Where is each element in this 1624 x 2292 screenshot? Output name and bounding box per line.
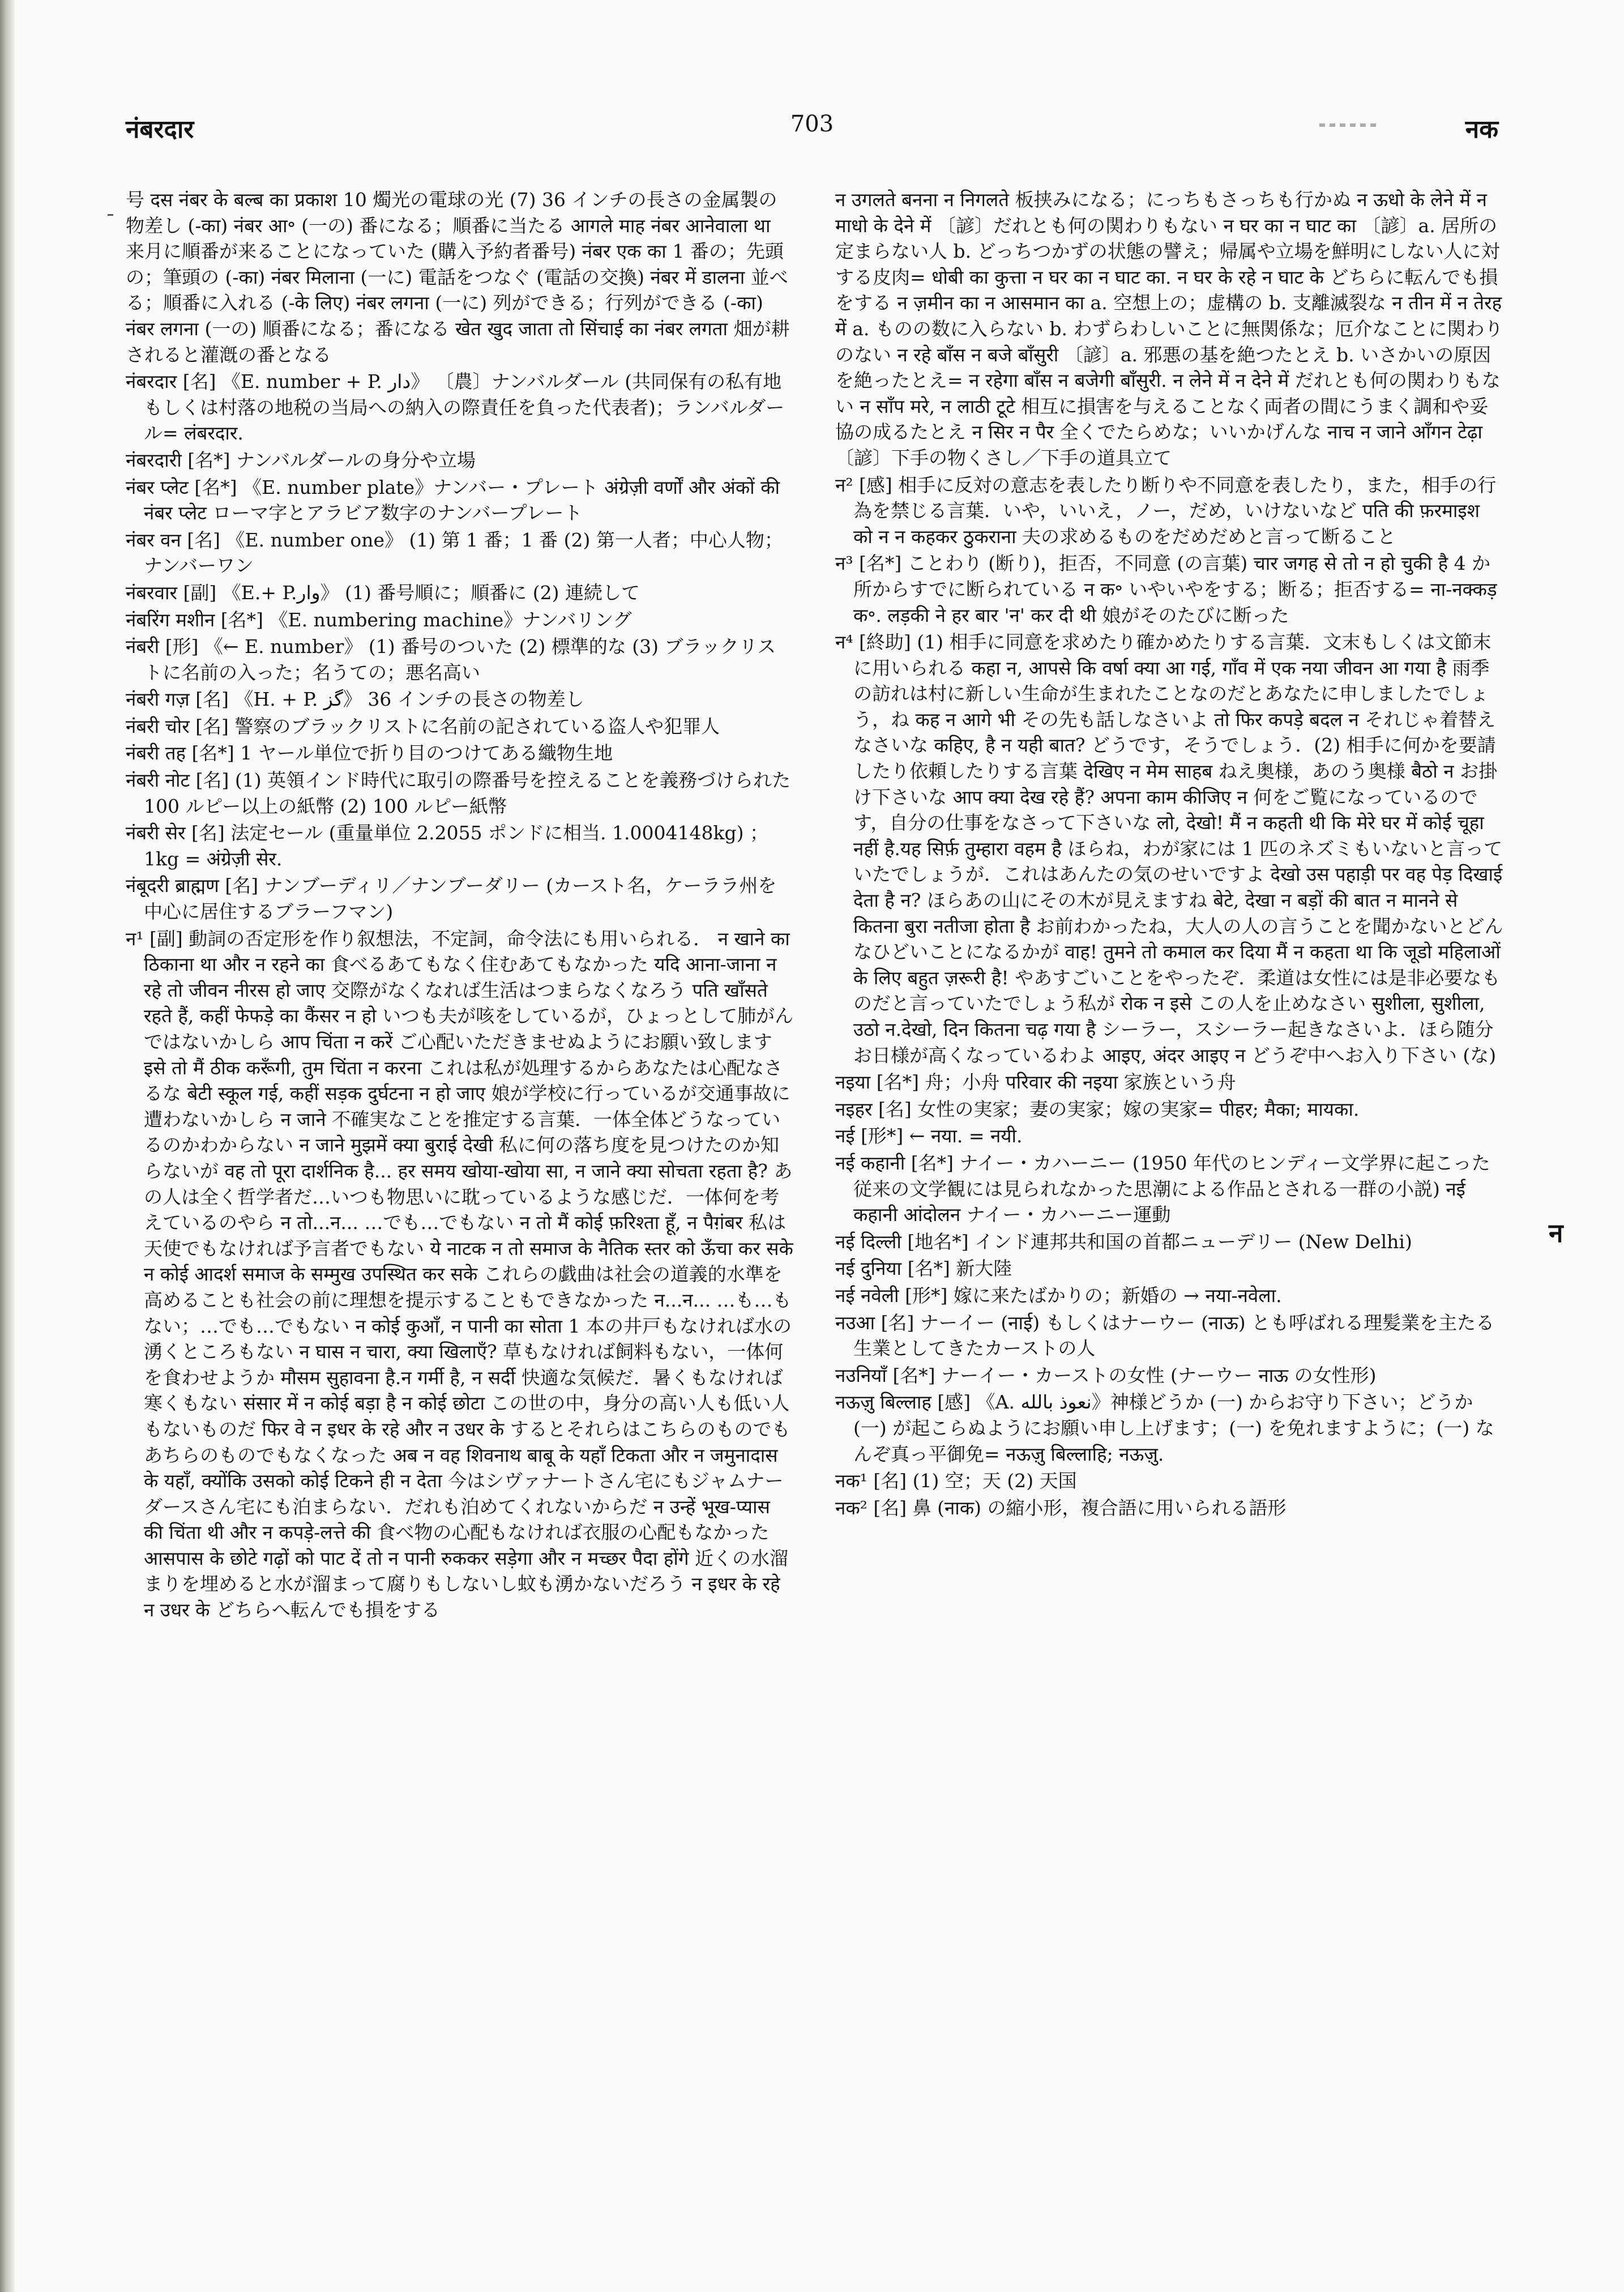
dictionary-entry: नई दिल्ली [地名*] インド連邦共和国の首都ニューデリー (New Delhi) xyxy=(835,1230,1412,1253)
dictionary-entry: नंबरदार [名] 《E. number + P. دار》 〔農〕ナンバルダール (共同保有の私有地もしくは村落の地税の当局への納入の際責任を負った代表者)；ランバルダール= लंबरदार. xyxy=(126,370,785,445)
left-running-headword: नंबरदार xyxy=(126,115,194,144)
dictionary-entry: नक¹ [名] (1) 空；天 (2) 天国 xyxy=(835,1470,1077,1492)
print-smudge xyxy=(1319,123,1376,127)
dictionary-entry: नंबर प्लेट [名*] 《E. number plate》ナンバー・プレート अंग्रेज़ी वर्णों और अंकों की नंबर प्लेट ローマ字とアラビア数字のナンバープレート xyxy=(126,476,780,524)
dictionary-entry: 号 दस नंबर के बल्ब का प्रकाश 10 燭光の電球の光 (7) 36 インチの長さの金属製の物差し (-का) नंबर आ॰ (一の) 番になる；順番に当たる आगले माह नंबर आनेवाला था 来月に順番が来ることになっていた (購入予約者番号) नंबर एक का 1 番の；先頭の；筆頭の (-का) नंबर मिलाना (一に) 電話をつなぐ (電話の交換) नंबर में डालना 並べる；順番に入れる (-के लिए) नंबर लगना (一に) 列ができる；行列ができる (-का) नंबर लगना (一の) 順番になる；番になる खेत खुद जाता तो सिंचाई का नंबर लगता 畑が耕されると灌漑の番となる xyxy=(126,189,790,366)
dictionary-entry: नंबर वन [名] 《E. number one》 (1) 第 1 番；1 番 (2) 第一人者；中心人物；ナンバーワン xyxy=(126,528,783,577)
dictionary-entry: नऊज़ु बिल्लाह [感] 《A. نعوذ بالله》神様どうか (一) からお守り下さい；どうか (一) が起こらぬようにお願い申し上げます；(一) を免れますように；(一) なんぞ真っ平御免= नऊज़ु बिल्लाहि; नऊज़ु. xyxy=(835,1391,1494,1465)
dictionary-entry: नंबरी [形] 《← E. number》 (1) 番号のついた (2) 標準的な (3) ブラックリストに名前の入った；名うての；悪名高い xyxy=(126,635,776,684)
dictionary-entry: नई दुनिया [名*] 新大陸 xyxy=(835,1257,1012,1280)
dictionary-entry: न⁴ [終助] (1) 相手に同意を求めたり確かめたりする言葉．文末もしくは文節末に用いられる कहा न, आपसे कि वर्षा क्या आ गई, गाँव में एक नया जीवन आ गया है 雨季の訪れは村に新しい生命が生まれたことなのだとあなたに申しましたでしょう，ね कह न आगे भी その先も話しなさいよ तो फिर कपड़े बदल न それじゃ着替えなさいな कहिए, है न यही बात? どうです，そうでしょう．(2) 相手に何かを要請したり依頼したりする言葉 देखिए न मेम साहब ねえ奥様，あのう奥様 बैठो न お掛け下さいな आप क्या देख रहे हैं? अपना काम कीजिए न 何をご覧になっているのです，自分の仕事をなさって下さいな लो, देखो! मैं न कहती थी कि मेरे घर में कोई चूहा नहीं है.यह सिर्फ़ तुम्हारा वहम है ほらね，わが家には 1 匹のネズミもいないと言っていたでしょうが．これはあんたの気のせいですよ देखो उस पहाड़ी पर वह पेड़ दिखाई देता है न? ほらあの山にその木が見えますね बेटे, देखा न बड़ों की बात न मानने से कितना बुरा नतीजा होता है お前わかったね，大人の人の言うことを聞かないとどんなひどいことになるかが वाह! तुमने तो कमाल कर दिया मैं न कहता था कि जूडो महिलाओं के लिए बहुत ज़रूरी है! やあすごいことをやったぞ．柔道は女性には是非必要なものだと言っていたでしょう私が रोक न इसे この人を止めなさい सुशीला, सुशीला, उठो न.देखो, दिन कितना चढ़ गया है シーラー，スシーラー起きなさいよ．ほら随分お日様が高くなっているわよ आइए, अंदर आइए न どうぞ中へお入り下さい (な) xyxy=(835,631,1503,1066)
dictionary-entry: नंबरी तह [名*] 1 ヤール単位で折り目のつけてある織物生地 xyxy=(126,742,613,765)
page-number: 703 xyxy=(790,111,834,137)
dictionary-entry: नंबूदरी ब्राह्मण [名] ナンブーディリ／ナンブーダリー (カースト名，ケーララ州を中心に居住するブラーフマン) xyxy=(126,874,777,923)
dictionary-entry: नई [形*] ← नया. = नयी. xyxy=(835,1125,1023,1147)
dictionary-entry: नंबरी सेर [名] 法定セール (重量単位 2.2055 ポンドに相当. 1.0004148kg) ；1kg = अंग्रेज़ी सेर. xyxy=(126,822,768,870)
dictionary-entry: नइया [名*] 舟；小舟 परिवार की नइया 家族という舟 xyxy=(835,1071,1236,1094)
dictionary-entry: नउआ [名] ナーイー (नाई) もしくはナーウー (नाऊ) とも呼ばれる理髪業を主たる生業としてきたカーストの人 xyxy=(835,1311,1495,1360)
dictionary-entry: नंबरिंग मशीन [名*] 《E. numbering machine》ナンバリング xyxy=(126,608,632,631)
dictionary-entry: न उगलते बनना न निगलते 板挟みになる；にっちもさっちも行かぬ न ऊधो के लेने में न माधो के देने में 〔諺〕だれとも何の関わりもない न घर का न घाट का 〔諺〕a. 居所の定まらない人 b. どっちつかずの状態の譬え；帰属や立場を鮮明にしない人に対する皮肉= धोबी का कुत्ता न घर का न घाट का. न घर के रहे न घाट के どちらに転んでも損をする न ज़मीन का न आसमान का a. 空想上の；虚構の b. 支離滅裂な न तीन में न तेरह में a. ものの数に入らない b. わずらわしいことに無関係な；厄介なことに関わりのない न रहे बाँस न बजे बाँसुरी 〔諺〕a. 邪悪の基を絶つたとえ b. いさかいの原因を絶ったとえ= न रहेगा बाँस न बजेगी बाँसुरी. न लेने में न देने में だれとも何の関わりもない न साँप मरे, न लाठी टूटे 相互に損害を与えることなく両者の間にうまく調和や妥協の成るたとえ न सिर न पैर 全くでたらめな；いいかげんな नाच न जाने आँगन टेढ़ा 〔諺〕下手の物くさし／下手の道具立て xyxy=(835,189,1503,469)
side-index-letter: न xyxy=(1549,1218,1563,1248)
dictionary-entry: नई नवेली [形*] 嫁に来たばかりの；新婚の → नया-नवेला. xyxy=(835,1284,1282,1307)
left-column xyxy=(126,187,794,1624)
dictionary-entry: नंबरी नोट [名] (1) 英領インド時代に取引の際番号を控えることを義務づけられた 100 ルピー以上の紙幣 (2) 100 ルピー紙幣 xyxy=(126,769,791,817)
dictionary-entry: न² [感] 相手に反対の意志を表したり断りや不同意を表したり，また，相手の行為を禁じる言葉．いや，いいえ，ノー，だめ，いけないなど पति की फ़रमाइश को न न कहकर ठुकराना 夫の求めるものをだめだめと言って断ること xyxy=(835,473,1497,548)
dictionary-entry: नंबरी गज़ [名] 《H. + P. گز》 36 インチの長さの物差し xyxy=(126,688,584,711)
book-spine-shadow xyxy=(0,0,15,2292)
dictionary-entry: नई कहानी [名*] ナイー・カハーニー (1950 年代のヒンディー文学界に起こった従来の文学観には見られなかった思潮による作品とされる一群の小説) नई कहानी आंदोलन ナイー・カハーニー運動 xyxy=(835,1151,1490,1226)
dictionary-entry: न³ [名*] ことわり (断り)，拒否，不同意 (の言葉) चार जगह से तो न हो चुकी है 4 か所からすでに断られている न क॰ いやいやをする；断る；拒否する= ना-नक्कड़ क॰. लड़की ने हर बार 'न' कर दी थी 娘がそのたびに断った xyxy=(835,552,1497,626)
dictionary-entry: नंबरी चोर [名] 警察のブラックリストに名前の記されている盗人や犯罪人 xyxy=(126,715,720,737)
dictionary-entry: नक² [名] 鼻 (नाक) の縮小形，複合語に用いられる語形 xyxy=(835,1496,1287,1519)
dictionary-entry: नउनियाँ [名*] ナーイー・カーストの女性 (ナーウー नाऊ の女性形) xyxy=(835,1364,1377,1386)
margin-tick xyxy=(108,214,113,216)
right-column xyxy=(835,187,1503,1522)
dictionary-entry: न¹ [副] 動詞の否定形を作り叙想法，不定詞，命令法にも用いられる． न खाने का ठिकाना था और न रहने का 食べるあてもなく住むあてもなかった यदि आना-जाना न रहे तो जीवन नीरस हो जाए 交際がなくなれば生活はつまらなくなろう पति खाँसते रहते हैं, कहीं फेफड़े का कैंसर न हो いつも夫が咳をしているが，ひょっとして肺がんではないかしら आप चिंता न करें ご心配いただきませぬようにお願い致します इसे तो मैं ठीक करूँगी, तुम चिंता न करना これは私が処理するからあなたは心配なさるな बेटी स्कूल गई, कहीं सड़क दुर्घटना न हो जाए 娘が学校に行っているが交通事故に遭わないかしら न जाने 不確実なことを推定する言葉．一体全体どうなっているのかわからない न जाने मुझमें क्या बुराई देखी 私に何の落ち度を見つけたのか知らないが वह तो पूरा दार्शनिक है... हर समय खोया-खोया सा, न जाने क्या सोचता रहता है? あの人は全く哲学者だ…いつも物思いに耽っているような感じだ．一体何を考えているのやら न तो...न... …でも…でもない न तो मैं कोई फ़रिश्ता हूँ, न पैग़ंबर 私は天使でもなければ予言者でもない ये नाटक न तो समाज के नैतिक स्तर को ऊँचा कर सके न कोई आदर्श समाज के सम्मुख उपस्थित कर सके これらの戯曲は社会の道義的水準を高めることも社会の前に理想を提示することもできなかった न...न... …も…もない；…でも…でもない न कोई कुआँ, न पानी का सोता 1 本の井戸もなければ水の湧くところもない न घास न चारा, क्या खिलाएँ? 草もなければ飼料もない，一体何を食わせようか मौसम सुहावना है.न गर्मी है, न सर्दी 快適な気候だ．暑くもなければ寒くもない संसार में न कोई बड़ा है न कोई छोटा この世の中，身分の高い人も低い人もないものだ फिर वे न इधर के रहे और न उधर के するとそれらはこちらのものでもあちらのものでもなくなった अब न वह शिवनाथ बाबू के यहाँ टिकता और न जमुनादास के यहाँ, क्योंकि उसको कोई टिकने ही न देता 今はシヴァナートさん宅にもジャムナーダースさん宅にも泊まらない．だれも泊めてくれないからだ न उन्हें भूख-प्यास की चिंता थी और न कपड़े-लत्ते की 食べ物の心配もなければ衣服の心配もなかった आसपास के छोटे गढ़ों को पाट दें तो न पानी रुककर सड़ेगा और न मच्छर पैदा होंगे 近くの水溜まりを埋めると水が溜まって腐りもしないし蚊も湧かないだろう न इधर के रहे न उधर के どちらへ転んでも損をする xyxy=(126,927,794,1621)
dictionary-entry: नंबरदारी [名*] ナンバルダールの身分や立場 xyxy=(126,449,476,471)
dictionary-entry: नंबरवार [副] 《E.+ P.وار》 (1) 番号順に；順番に (2) 連続して xyxy=(126,581,640,604)
dictionary-entry: नइहर [名] 女性の実家；妻の実家；嫁の実家= पीहर; मैका; मायका. xyxy=(835,1098,1360,1120)
page-header xyxy=(126,111,1498,151)
right-running-headword: नक xyxy=(1465,115,1498,144)
